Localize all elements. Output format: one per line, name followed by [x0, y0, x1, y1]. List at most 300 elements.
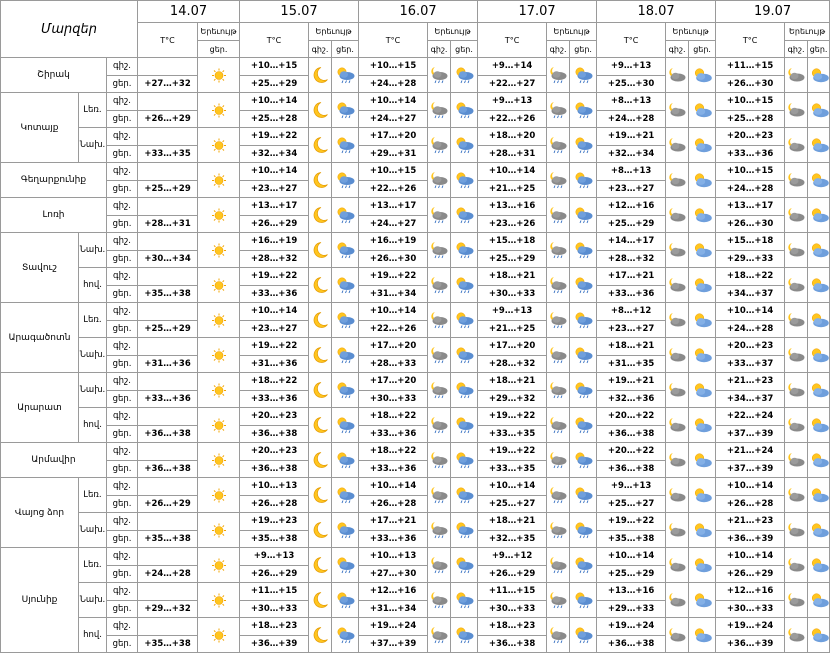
night-cloud-rain-icon	[547, 66, 569, 84]
sun-behind-cloud-icon	[808, 67, 829, 84]
subregion-label: Նախ.	[79, 583, 107, 618]
sun-behind-cloud-icon	[808, 417, 829, 434]
night-partly-cloudy-icon	[666, 592, 688, 608]
empty-cell	[138, 443, 198, 461]
temperature-cell: +29…+33	[597, 600, 666, 618]
temp-column-header: T°C	[240, 23, 309, 58]
temperature-cell: +19…+22	[240, 268, 309, 286]
sun-icon	[198, 138, 239, 153]
night-partly-cloudy-icon	[666, 557, 688, 573]
temp-column-header: T°C	[138, 23, 198, 58]
night-label: գիշ.	[107, 478, 138, 496]
temperature-cell: +30…+33	[478, 285, 547, 303]
temperature-cell: +30…+33	[359, 390, 428, 408]
sun-cloud-rain-icon	[332, 206, 358, 224]
night-cloud-rain-icon	[428, 101, 450, 119]
sun-behind-cloud-icon	[689, 102, 715, 119]
moon-icon	[309, 171, 331, 189]
moon-icon	[309, 486, 331, 504]
night-partly-cloudy-icon	[785, 207, 807, 223]
temperature-cell: +22…+24	[716, 408, 785, 426]
sun-cloud-rain-icon	[332, 381, 358, 399]
night-partly-cloudy-icon	[785, 382, 807, 398]
temperature-cell: +24…+27	[359, 110, 428, 128]
sun-cloud-rain-icon	[332, 451, 358, 469]
night-label: գիշ.	[107, 548, 138, 566]
temperature-cell: +10…+15	[359, 58, 428, 76]
night-label: գիշ.	[107, 338, 138, 356]
day-label: ցեր.	[107, 320, 138, 338]
night-cloud-rain-icon	[428, 311, 450, 329]
temperature-cell: +10…+14	[716, 548, 785, 566]
day-label: ցեր.	[107, 75, 138, 93]
weather-column-header: Երեւույթ	[198, 23, 240, 41]
temperature-cell: +10…+14	[240, 303, 309, 321]
sun-cloud-rain-icon	[332, 276, 358, 294]
day-label: ցեր.	[107, 530, 138, 548]
temperature-cell: +33…+35	[138, 145, 198, 163]
sun-cloud-rain-icon	[570, 136, 596, 154]
temperature-cell: +10…+15	[716, 93, 785, 111]
sun-behind-cloud-icon	[689, 137, 715, 154]
sun-behind-cloud-icon	[689, 242, 715, 259]
temperature-cell: +27…+30	[359, 565, 428, 583]
temperature-cell: +20…+23	[240, 408, 309, 426]
temperature-cell: +9…+14	[478, 58, 547, 76]
sun-behind-cloud-icon	[808, 137, 829, 154]
temperature-cell: +20…+22	[597, 443, 666, 461]
temperature-cell: +33…+35	[478, 425, 547, 443]
temperature-cell: +18…+22	[359, 443, 428, 461]
temperature-cell: +11…+15	[478, 583, 547, 601]
empty-cell	[138, 268, 198, 286]
night-partly-cloudy-icon	[785, 137, 807, 153]
sun-cloud-rain-icon	[570, 311, 596, 329]
temperature-cell: +10…+14	[716, 478, 785, 496]
temperature-cell: +16…+19	[240, 233, 309, 251]
moon-icon	[309, 206, 331, 224]
temperature-cell: +29…+32	[478, 390, 547, 408]
sun-cloud-rain-icon	[451, 486, 477, 504]
sun-cloud-rain-icon	[570, 451, 596, 469]
temperature-cell: +31…+34	[359, 285, 428, 303]
temperature-cell: +36…+38	[597, 425, 666, 443]
empty-cell	[138, 373, 198, 391]
temperature-cell: +33…+36	[359, 425, 428, 443]
temperature-cell: +36…+38	[597, 635, 666, 653]
temperature-cell: +24…+28	[716, 320, 785, 338]
weather-column-header: Երեւույթ	[666, 23, 716, 41]
temperature-cell: +25…+29	[478, 250, 547, 268]
temperature-cell: +17…+21	[597, 268, 666, 286]
temperature-cell: +31…+36	[240, 355, 309, 373]
empty-cell	[138, 58, 198, 76]
temperature-cell: +32…+36	[597, 390, 666, 408]
night-cloud-rain-icon	[428, 206, 450, 224]
night-partly-cloudy-icon	[785, 172, 807, 188]
temperature-cell: +18…+21	[478, 268, 547, 286]
temperature-cell: +33…+36	[138, 390, 198, 408]
sun-cloud-rain-icon	[570, 591, 596, 609]
temperature-cell: +16…+19	[359, 233, 428, 251]
region-name: Շիրակ	[1, 58, 107, 93]
moon-icon	[309, 521, 331, 539]
forecast-row	[1, 408, 830, 426]
night-partly-cloudy-icon	[785, 487, 807, 503]
sun-icon	[198, 523, 239, 538]
sun-behind-cloud-icon	[808, 347, 829, 364]
temperature-cell: +21…+25	[478, 180, 547, 198]
forecast-row	[1, 443, 830, 461]
temperature-cell: +17…+20	[359, 128, 428, 146]
sun-cloud-rain-icon	[451, 346, 477, 364]
temperature-cell: +19…+24	[597, 618, 666, 636]
night-label: գիշ.	[107, 198, 138, 216]
temperature-cell: +25…+27	[597, 495, 666, 513]
temperature-cell: +31…+34	[359, 600, 428, 618]
forecast-row	[1, 163, 830, 181]
temperature-cell: +17…+20	[478, 338, 547, 356]
temperature-cell: +23…+26	[478, 215, 547, 233]
sun-behind-cloud-icon	[689, 487, 715, 504]
forecast-row	[1, 233, 830, 251]
temperature-cell: +10…+14	[359, 478, 428, 496]
temperature-cell: +12…+16	[359, 583, 428, 601]
temperature-cell: +26…+29	[716, 565, 785, 583]
temperature-cell: +8…+13	[597, 163, 666, 181]
sun-cloud-rain-icon	[451, 381, 477, 399]
temperature-cell: +10…+14	[597, 548, 666, 566]
night-label: գիշ.	[107, 268, 138, 286]
sun-icon	[198, 313, 239, 328]
sun-cloud-rain-icon	[451, 171, 477, 189]
moon-icon	[309, 416, 331, 434]
date-header: 17.07	[478, 1, 597, 23]
temperature-cell: +30…+34	[138, 250, 198, 268]
night-cloud-rain-icon	[428, 451, 450, 469]
temperature-cell: +10…+15	[359, 163, 428, 181]
temperature-cell: +31…+35	[597, 355, 666, 373]
sun-cloud-rain-icon	[332, 66, 358, 84]
temperature-cell: +19…+23	[240, 513, 309, 531]
temperature-cell: +19…+22	[597, 513, 666, 531]
temperature-cell: +19…+22	[478, 408, 547, 426]
forecast-row	[1, 513, 830, 531]
temperature-cell: +28…+32	[240, 250, 309, 268]
night-label: գիշ.	[107, 58, 138, 76]
night-label: գիշ.	[107, 443, 138, 461]
day-column-header: ցեր.	[689, 41, 716, 58]
sun-behind-cloud-icon	[808, 382, 829, 399]
temperature-cell: +14…+17	[597, 233, 666, 251]
temperature-cell: +36…+39	[716, 635, 785, 653]
subregion-label: հով.	[79, 618, 107, 653]
temperature-cell: +34…+37	[716, 390, 785, 408]
subregion-label: Լեռ.	[79, 548, 107, 583]
day-label: ցեր.	[107, 460, 138, 478]
temperature-cell: +11…+15	[240, 583, 309, 601]
temperature-cell: +29…+33	[716, 250, 785, 268]
temperature-cell: +28…+32	[478, 355, 547, 373]
temperature-cell: +31…+36	[138, 355, 198, 373]
moon-icon	[309, 556, 331, 574]
night-cloud-rain-icon	[547, 311, 569, 329]
temperature-cell: +23…+27	[240, 180, 309, 198]
temperature-cell: +25…+29	[597, 565, 666, 583]
temperature-cell: +35…+38	[138, 635, 198, 653]
temperature-cell: +26…+29	[240, 565, 309, 583]
date-header: 16.07	[359, 1, 478, 23]
sun-cloud-rain-icon	[332, 556, 358, 574]
temperature-cell: +18…+22	[240, 373, 309, 391]
temperature-cell: +19…+24	[716, 618, 785, 636]
subregion-label: Լեռ.	[79, 478, 107, 513]
sun-cloud-rain-icon	[332, 626, 358, 644]
sun-behind-cloud-icon	[689, 417, 715, 434]
temperature-cell: +24…+27	[359, 215, 428, 233]
temperature-cell: +15…+18	[478, 233, 547, 251]
temperature-cell: +20…+23	[716, 128, 785, 146]
sun-behind-cloud-icon	[808, 312, 829, 329]
empty-cell	[138, 198, 198, 216]
sun-behind-cloud-icon	[689, 277, 715, 294]
temperature-cell: +27…+32	[138, 75, 198, 93]
region-name: Արարատ	[1, 373, 79, 443]
night-cloud-rain-icon	[547, 276, 569, 294]
sun-cloud-rain-icon	[570, 241, 596, 259]
subregion-label: հով.	[79, 268, 107, 303]
temperature-cell: +36…+38	[240, 425, 309, 443]
temperature-cell: +22…+26	[359, 180, 428, 198]
date-header: 19.07	[716, 1, 830, 23]
night-cloud-rain-icon	[547, 136, 569, 154]
night-label: գիշ.	[107, 513, 138, 531]
sun-cloud-rain-icon	[451, 206, 477, 224]
sun-cloud-rain-icon	[451, 626, 477, 644]
region-name: Գեղարքունիք	[1, 163, 107, 198]
temperature-cell: +28…+33	[359, 355, 428, 373]
night-partly-cloudy-icon	[785, 67, 807, 83]
night-partly-cloudy-icon	[785, 627, 807, 643]
temperature-cell: +9…+13	[478, 303, 547, 321]
temperature-cell: +26…+29	[138, 110, 198, 128]
night-cloud-rain-icon	[547, 241, 569, 259]
temperature-cell: +33…+36	[359, 460, 428, 478]
temperature-cell: +36…+38	[597, 460, 666, 478]
temperature-cell: +10…+13	[359, 548, 428, 566]
night-column-header: գիշ.	[666, 41, 689, 58]
temperature-cell: +33…+36	[359, 530, 428, 548]
night-cloud-rain-icon	[547, 521, 569, 539]
temperature-cell: +35…+38	[138, 530, 198, 548]
night-partly-cloudy-icon	[666, 207, 688, 223]
sun-cloud-rain-icon	[570, 206, 596, 224]
sun-icon	[198, 348, 239, 363]
sun-cloud-rain-icon	[451, 591, 477, 609]
region-name: Լոռի	[1, 198, 107, 233]
temperature-cell: +24…+28	[359, 75, 428, 93]
night-cloud-rain-icon	[547, 346, 569, 364]
night-cloud-rain-icon	[428, 241, 450, 259]
temperature-cell: +33…+36	[597, 285, 666, 303]
sun-cloud-rain-icon	[332, 521, 358, 539]
night-partly-cloudy-icon	[666, 242, 688, 258]
night-cloud-rain-icon	[547, 556, 569, 574]
sun-cloud-rain-icon	[451, 241, 477, 259]
day-label: ցեր.	[107, 215, 138, 233]
weather-column-header: Երեւույթ	[428, 23, 478, 41]
night-partly-cloudy-icon	[666, 627, 688, 643]
temperature-cell: +18…+23	[478, 618, 547, 636]
temperature-cell: +9…+12	[478, 548, 547, 566]
temperature-cell: +20…+22	[597, 408, 666, 426]
sun-cloud-rain-icon	[451, 521, 477, 539]
temperature-cell: +10…+15	[716, 163, 785, 181]
temperature-cell: +30…+33	[240, 600, 309, 618]
sun-icon	[198, 68, 239, 83]
temperature-cell: +11…+15	[716, 58, 785, 76]
regions-header: Մարզեր	[1, 1, 138, 58]
sun-icon	[198, 453, 239, 468]
temperature-cell: +34…+37	[716, 285, 785, 303]
sun-icon	[198, 558, 239, 573]
night-partly-cloudy-icon	[785, 242, 807, 258]
temperature-cell: +24…+28	[138, 565, 198, 583]
temperature-cell: +28…+31	[478, 145, 547, 163]
temperature-cell: +36…+39	[716, 530, 785, 548]
sun-cloud-rain-icon	[451, 416, 477, 434]
temperature-cell: +18…+21	[597, 338, 666, 356]
temperature-cell: +22…+26	[359, 320, 428, 338]
day-column-header: ցեր.	[570, 41, 597, 58]
forecast-row	[1, 478, 830, 496]
sun-cloud-rain-icon	[570, 521, 596, 539]
temperature-cell: +25…+27	[478, 495, 547, 513]
night-label: գիշ.	[107, 303, 138, 321]
region-name: Կոտայք	[1, 93, 79, 163]
temperature-cell: +36…+38	[138, 425, 198, 443]
temperature-cell: +10…+14	[478, 163, 547, 181]
sun-icon	[198, 243, 239, 258]
temperature-cell: +26…+29	[478, 565, 547, 583]
temperature-cell: +26…+30	[716, 75, 785, 93]
temperature-cell: +17…+20	[359, 338, 428, 356]
temperature-cell: +18…+22	[359, 408, 428, 426]
temperature-cell: +23…+27	[597, 320, 666, 338]
weather-column-header: Երեւույթ	[309, 23, 359, 41]
day-column-header: ցեր.	[808, 41, 830, 58]
temperature-cell: +26…+30	[716, 215, 785, 233]
temp-column-header: T°C	[478, 23, 547, 58]
night-label: գիշ.	[107, 128, 138, 146]
subregion-label: Նախ.	[79, 233, 107, 268]
temp-column-header: T°C	[359, 23, 428, 58]
temperature-cell: +19…+22	[478, 443, 547, 461]
temperature-cell: +21…+25	[478, 320, 547, 338]
night-partly-cloudy-icon	[666, 347, 688, 363]
forecast-row	[1, 373, 830, 391]
temperature-cell: +32…+34	[597, 145, 666, 163]
empty-cell	[138, 128, 198, 146]
sun-cloud-rain-icon	[570, 486, 596, 504]
region-name: Արագածոտն	[1, 303, 79, 373]
temperature-cell: +29…+31	[359, 145, 428, 163]
temperature-cell: +13…+17	[359, 198, 428, 216]
region-name: Արմավիր	[1, 443, 107, 478]
day-label: ցեր.	[107, 145, 138, 163]
empty-cell	[138, 338, 198, 356]
moon-icon	[309, 276, 331, 294]
temperature-cell: +12…+16	[597, 198, 666, 216]
sun-cloud-rain-icon	[451, 101, 477, 119]
night-partly-cloudy-icon	[666, 277, 688, 293]
temperature-cell: +33…+36	[716, 145, 785, 163]
temperature-cell: +35…+38	[240, 530, 309, 548]
night-partly-cloudy-icon	[666, 522, 688, 538]
night-label: գիշ.	[107, 233, 138, 251]
temperature-cell: +10…+14	[359, 303, 428, 321]
temperature-cell: +19…+22	[240, 128, 309, 146]
sun-behind-cloud-icon	[689, 312, 715, 329]
temperature-cell: +19…+24	[359, 618, 428, 636]
sun-behind-cloud-icon	[808, 102, 829, 119]
temperature-cell: +25…+28	[240, 110, 309, 128]
temperature-cell: +21…+24	[716, 443, 785, 461]
day-label: ցեր.	[107, 250, 138, 268]
empty-cell	[138, 233, 198, 251]
night-cloud-rain-icon	[547, 451, 569, 469]
day-label: ցեր.	[107, 565, 138, 583]
empty-cell	[138, 303, 198, 321]
sun-cloud-rain-icon	[570, 101, 596, 119]
night-partly-cloudy-icon	[666, 417, 688, 433]
night-label: գիշ.	[107, 373, 138, 391]
night-partly-cloudy-icon	[785, 522, 807, 538]
forecast-row	[1, 338, 830, 356]
sun-icon	[198, 173, 239, 188]
empty-cell	[138, 93, 198, 111]
temperature-cell: +25…+29	[240, 75, 309, 93]
day-column-header: ցեր.	[451, 41, 478, 58]
night-partly-cloudy-icon	[666, 487, 688, 503]
night-cloud-rain-icon	[428, 346, 450, 364]
night-partly-cloudy-icon	[785, 417, 807, 433]
night-cloud-rain-icon	[428, 66, 450, 84]
weather-column-header: Երեւույթ	[547, 23, 597, 41]
temperature-cell: +20…+23	[716, 338, 785, 356]
temperature-cell: +10…+14	[240, 163, 309, 181]
temperature-cell: +33…+37	[716, 355, 785, 373]
night-column-header: գիշ.	[428, 41, 451, 58]
empty-cell	[138, 408, 198, 426]
night-column-header: գիշ.	[785, 41, 808, 58]
night-partly-cloudy-icon	[666, 312, 688, 328]
temperature-cell: +10…+14	[716, 303, 785, 321]
temperature-cell: +10…+15	[240, 58, 309, 76]
temperature-cell: +25…+29	[138, 180, 198, 198]
sun-cloud-rain-icon	[570, 381, 596, 399]
night-partly-cloudy-icon	[666, 382, 688, 398]
temperature-cell: +10…+14	[359, 93, 428, 111]
sun-behind-cloud-icon	[808, 627, 829, 644]
sun-cloud-rain-icon	[570, 171, 596, 189]
temperature-cell: +24…+28	[597, 110, 666, 128]
temperature-cell: +8…+13	[597, 93, 666, 111]
sun-cloud-rain-icon	[332, 136, 358, 154]
forecast-row	[1, 58, 830, 76]
sun-cloud-rain-icon	[332, 241, 358, 259]
temperature-cell: +13…+17	[716, 198, 785, 216]
